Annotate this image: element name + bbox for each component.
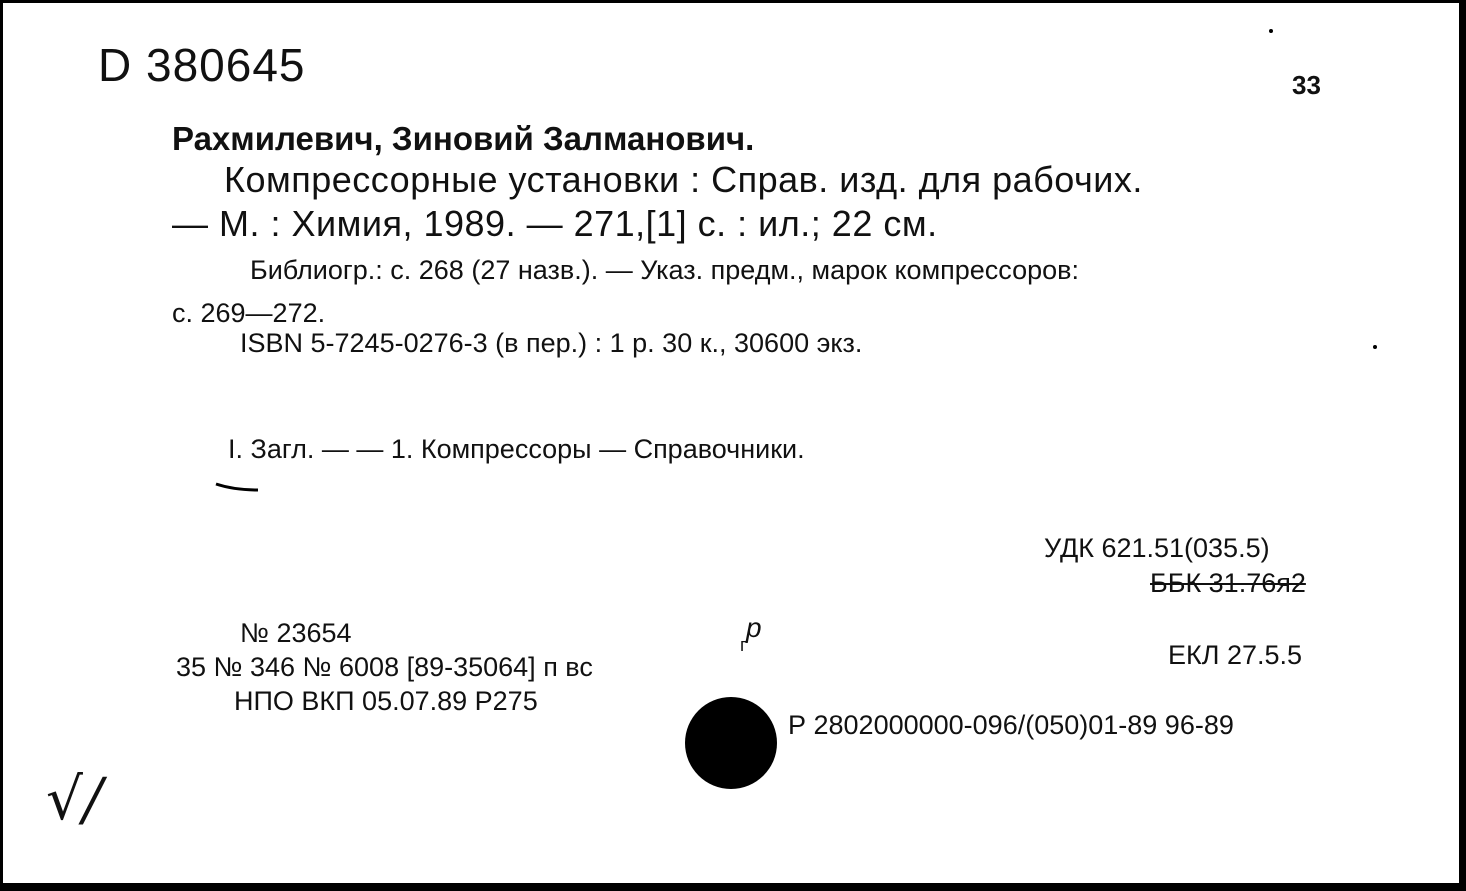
speck xyxy=(1372,344,1378,350)
call-number: D 380645 xyxy=(98,39,306,91)
title-line-1: Компрессорные установки : Справ. изд. для рабочих. xyxy=(224,159,1143,200)
print-mark-sub: г xyxy=(740,635,747,655)
author-heading: Рахмилевич, Зиновий Залманович. xyxy=(172,120,755,157)
npo-line: НПО ВКП 05.07.89 Р275 xyxy=(234,686,538,716)
print-line: 35 № 346 № 6008 [89-35064] п вс xyxy=(176,652,593,682)
bbk-code: ББК 31.76я2 xyxy=(1150,568,1306,598)
print-mark: р xyxy=(746,612,762,643)
code-line: Р 2802000000-096/(050)01-89 96-89 xyxy=(788,710,1234,740)
ekl-code: ЕКЛ 27.5.5 xyxy=(1168,640,1303,670)
udk-code: УДК 621.51(035.5) xyxy=(1044,533,1270,563)
underline-stroke xyxy=(214,478,262,494)
order-number: № 23654 xyxy=(240,618,352,648)
title-line-2: — М. : Химия, 1989. — 271,[1] с. : ил.; 22 см. xyxy=(172,203,938,244)
punch-hole xyxy=(684,696,780,792)
tracings: I. Загл. — — 1. Компрессоры — Справочники. xyxy=(228,434,805,464)
notes-line-1: Библиогр.: с. 268 (27 назв.). — Указ. предм., марок компрессоров: xyxy=(250,255,1079,285)
handwritten-mark: √/ xyxy=(46,765,103,833)
speck xyxy=(1268,28,1274,34)
notes-line-2: с. 269—272. xyxy=(172,298,326,328)
corner-mark: 33 xyxy=(1292,70,1321,100)
isbn-line: ISBN 5-7245-0276-3 (в пер.) : 1 р. 30 к., 30600 экз. xyxy=(240,328,863,358)
